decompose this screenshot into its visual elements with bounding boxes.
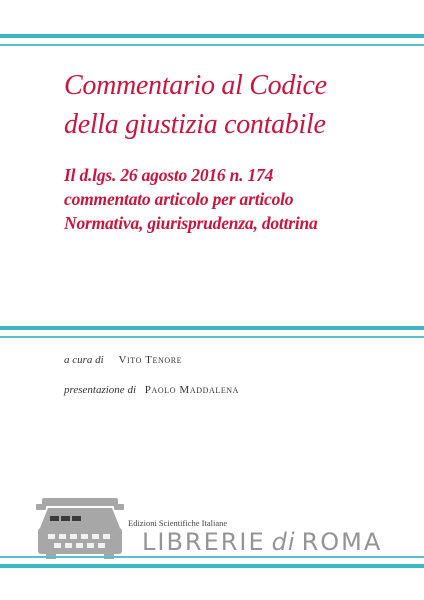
typewriter-logo-icon [34, 496, 126, 560]
top-rule-1 [0, 34, 424, 38]
top-rule-2 [0, 44, 424, 46]
bottom-rule-1 [0, 556, 424, 558]
book-title [64, 66, 404, 144]
presentation-role: presentazione di [64, 384, 136, 396]
watermark-word-2: di [271, 528, 296, 556]
presentation-credit [64, 384, 239, 396]
editor-role: a cura di [64, 354, 104, 366]
title-line-2: della giustizia contabile [64, 109, 326, 140]
subtitle-line-2: commentato articolo per articolo [64, 189, 294, 209]
editor-credit [64, 354, 182, 366]
title-line-1: Commentario al Codice [64, 70, 327, 101]
middle-rule-1 [0, 326, 424, 330]
editor-name: Vito Tenore [118, 354, 183, 366]
bottom-rule-2 [0, 564, 424, 568]
middle-rule-2 [0, 336, 424, 338]
presentation-name: Paolo Maddalena [144, 384, 240, 396]
subtitle-line-3: Normativa, giurisprudenza, dottrina [64, 213, 318, 233]
watermark-word-1: LIBRERIE [142, 528, 266, 556]
watermark [142, 528, 382, 556]
publisher-name: Edizioni Scientifiche Italiane [128, 518, 228, 528]
book-subtitle [64, 163, 404, 235]
subtitle-line-1: Il d.lgs. 26 agosto 2016 n. 174 [64, 165, 274, 185]
watermark-word-3: ROMA [301, 528, 383, 556]
